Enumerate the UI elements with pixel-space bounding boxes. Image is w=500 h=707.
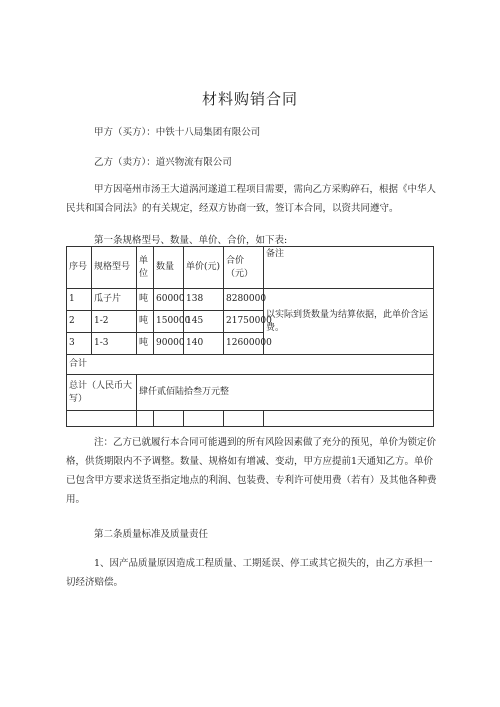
article1-heading: 第一条规格型号、数量、单价、合价，如下表: (94, 235, 288, 246)
cell-quantity: 60000 (154, 289, 184, 311)
header-amount: 合价（元） (224, 247, 264, 289)
header-remark: 备注 (264, 247, 434, 289)
cell-unit-price: 138 (184, 289, 224, 311)
remark-cell: 以实际到货数量为结算依据，此单价含运费。 (264, 289, 434, 355)
table-row (67, 289, 434, 311)
cell-index: 1 (67, 289, 92, 311)
party-b: 乙方（卖方）：道兴物流有限公司 (94, 157, 232, 168)
header-quantity: 数量 (154, 247, 184, 289)
total-label: 总计（人民币大写） (67, 375, 137, 411)
intro-paragraph: 甲方因亳州市汤王大道涡河遂道工程项目需要，需向乙方采购碎石，根据《中华人民共和国合同法》的有关规定，经双方协商一致，签订本合同，以资共同遵守。 (66, 184, 437, 214)
cell-quantity: 150000 (154, 311, 184, 333)
cell-spec: 1-3 (92, 333, 137, 355)
header-unit-price: 单价(元) (184, 247, 224, 289)
subtotal-row (67, 355, 434, 375)
document-title: 材料购销合同 (201, 90, 298, 108)
party-a: 甲方（买方）：中铁十八局集团有限公司 (94, 127, 261, 138)
cell-amount: 21750000 (224, 311, 264, 333)
cell-index: 2 (67, 311, 92, 333)
clause-1: 1、因产品质量原因造成工程质量、工期延误、停工或其它损失的，由乙方承担一切经济赔偿。 (66, 558, 433, 588)
cell-unit-price: 140 (184, 333, 224, 355)
subtotal-label: 合计 (67, 355, 434, 375)
cell-unit: 吨 (137, 333, 154, 355)
article2-heading: 第二条质量标准及质量责任 (94, 529, 209, 540)
cell-spec: 1-2 (92, 311, 137, 333)
total-row (67, 375, 434, 411)
cell-amount: 8280000 (224, 289, 264, 311)
header-index: 序号 (67, 247, 92, 289)
header-unit: 单位 (137, 247, 154, 289)
cell-unit: 吨 (137, 311, 154, 333)
cell-index: 3 (67, 333, 92, 355)
cell-spec: 瓜子片 (92, 289, 137, 311)
total-value: 肆仟贰佰陆拾叁万元整 (137, 375, 434, 411)
cell-amount: 12600000 (224, 333, 264, 355)
empty-row (67, 411, 434, 427)
table-header-row (67, 247, 434, 289)
header-spec: 规格型号 (92, 247, 137, 289)
spec-table (66, 246, 434, 427)
cell-unit: 吨 (137, 289, 154, 311)
note-paragraph: 注：乙方已就履行本合同可能遇到的所有风险因素做了充分的预见，单价为锁定价格，供货期限内不予调整。数量、规格如有增减、变动，甲方应提前1天通知乙方。单价已包含甲方要求送货至指定地点的利润、包装费、专利许可使用费（若有）及其他各种费用。 (66, 437, 437, 505)
cell-unit-price: 145 (184, 311, 224, 333)
cell-quantity: 90000 (154, 333, 184, 355)
